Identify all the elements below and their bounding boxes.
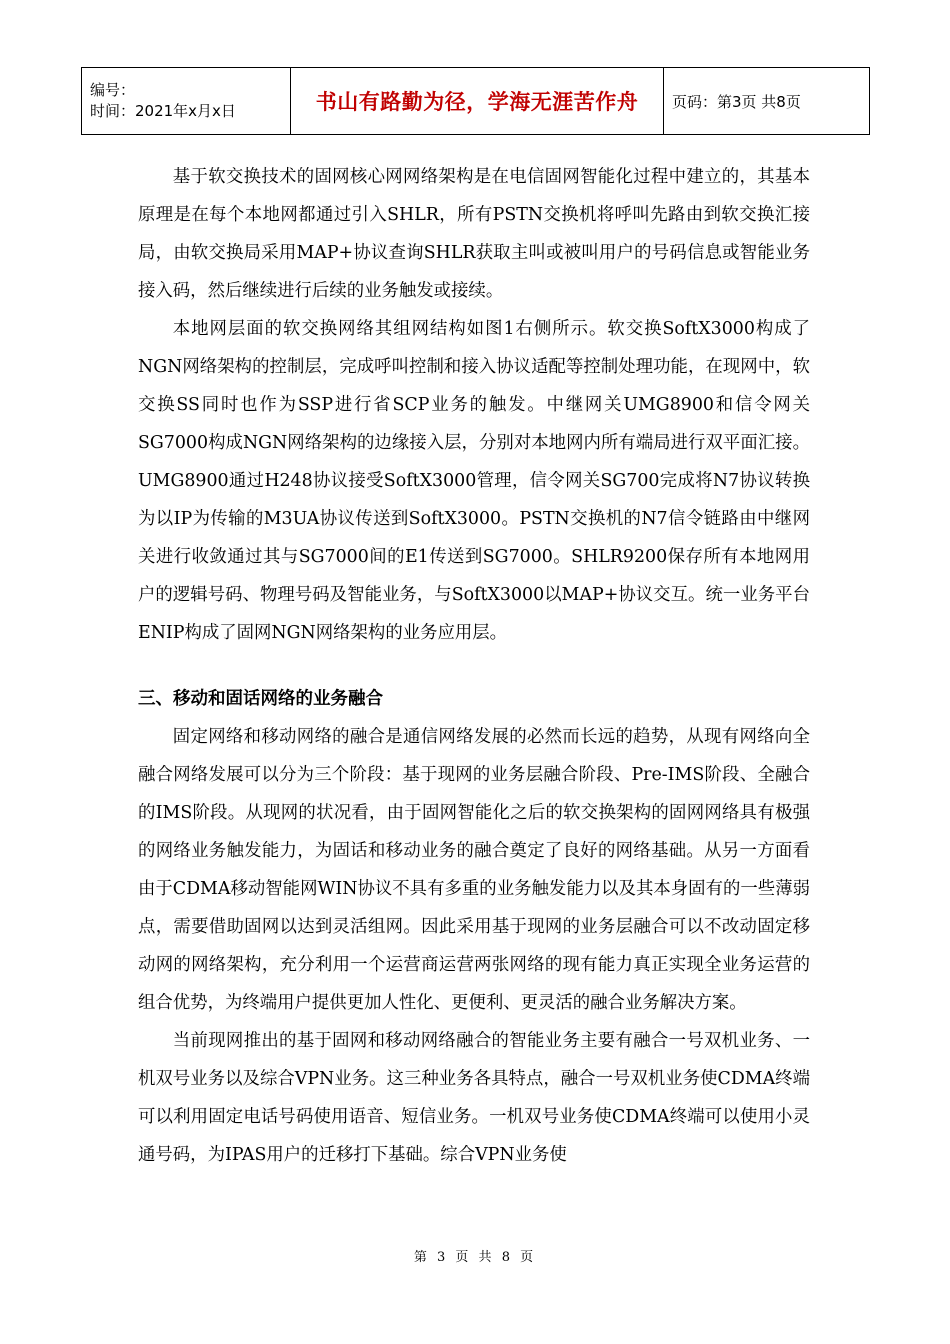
number-label: 编号： xyxy=(90,81,136,99)
page-footer: 第 3 页 共 8 页 xyxy=(413,1250,537,1265)
paragraph: 基于软交换技术的固网核心网网络架构是在电信固网智能化过程中建立的，其基本原理是在每个本地网都通过引入SHLR，所有PSTN交换机将呼叫先路由到软交换汇接局，由软交换局采用MAP+协议查询SHLR获取主叫或被叫用户的号码信息或智能业务接入码，然后继续进行后续的业务触发或接续。 xyxy=(138,167,810,301)
date-label: 时间：2021年x月x日 xyxy=(90,102,236,120)
document-body xyxy=(138,158,810,1174)
paragraph: 本地网层面的软交换网络其组网结构如图1右侧所示。软交换SoftX3000构成了NGN网络架构的控制层，完成呼叫控制和接入协议适配等控制处理功能，在现网中，软交换SS同时也作为SSP进行省SCP业务的触发。中继网关UMG8900和信令网关SG7000构成NGN网络架构的边缘接入层，分别对本地网内所有端局进行双平面汇接。UMG8900通过H248协议接受SoftX3000管理，信令网关SG700完成将N7协议转换为以IP为传输的M3UA协议传送到SoftX3000。PSTN交换机的N7信令链路由中继网关进行收敛通过其与SG7000间的E1传送到SG7000。SHLR9200保存所有本地网用户的逻辑号码、物理号码及智能业务，与SoftX3000以MAP+协议交互。统一业务平台ENIP构成了固网NGN网络架构的业务应用层。 xyxy=(138,319,810,643)
document-header xyxy=(81,67,870,135)
paragraph: 当前现网推出的基于固网和移动网络融合的智能业务主要有融合一号双机业务、一机双号业务以及综合VPN业务。这三种业务各具特点，融合一号双机业务使CDMA终端可以利用固定电话号码使用语音、短信业务。一机双号业务使CDMA终端可以使用小灵通号码，为IPAS用户的迁移打下基础。综合VPN业务使 xyxy=(138,1031,810,1165)
header-meta xyxy=(82,68,291,135)
header-motto: 书山有路勤为径，学海无涯苦作舟 xyxy=(291,68,664,135)
header-page-info: 页码：第3页 共8页 xyxy=(664,68,870,135)
section-title: 三、移动和固话网络的业务融合 xyxy=(138,689,383,709)
paragraph: 固定网络和移动网络的融合是通信网络发展的必然而长远的趋势，从现有网络向全融合网络发展可以分为三个阶段：基于现网的业务层融合阶段、Pre-IMS阶段、全融合的IMS阶段。从现网的状况看，由于固网智能化之后的软交换架构的固网网络具有极强的网络业务触发能力，为固话和移动业务的融合奠定了良好的网络基础。从另一方面看由于CDMA移动智能网WIN协议不具有多重的业务触发能力以及其本身固有的一些薄弱点，需要借助固网以达到灵活组网。因此采用基于现网的业务层融合可以不改动固定移动网的网络架构，充分利用一个运营商运营两张网络的现有能力真正实现全业务运营的组合优势，为终端用户提供更加人性化、更便利、更灵活的融合业务解决方案。 xyxy=(138,727,810,1013)
